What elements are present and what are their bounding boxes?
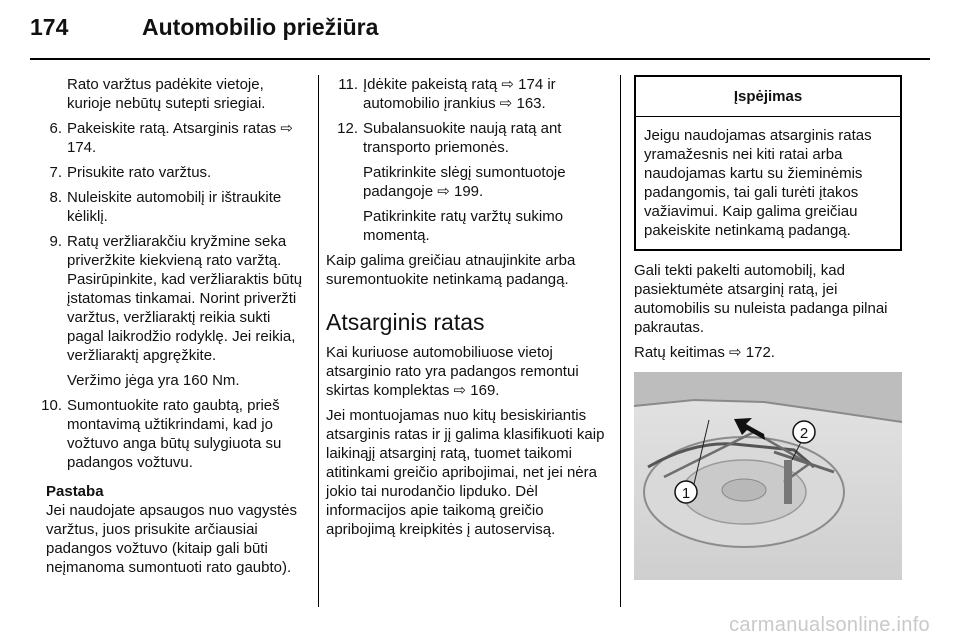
step-text: Subalansuokite naują ratą ant transporto priemonės. bbox=[363, 120, 562, 156]
step-12-torque: Patikrinkite ratų varžtų sukimo momentą. bbox=[363, 208, 564, 244]
step-number: 10. bbox=[41, 397, 62, 414]
step-text: Įdėkite pakeistą ratą ⇨ 174 ir automobilio įrankius ⇨ 163. bbox=[363, 76, 556, 112]
step-text: Sumontuokite rato gaubtą, prieš montavimą užtikrindami, kad jo vožtuvo anga būtų sulygiuota su padangos vožtuvu. bbox=[67, 397, 282, 471]
step-12-pressure: Patikrinkite slėgį sumontuotoje padangoje ⇨ 199. bbox=[363, 164, 566, 200]
callout-1-label: 1 bbox=[681, 485, 691, 502]
column-1 bbox=[30, 75, 306, 577]
step-number: 11. bbox=[338, 76, 358, 93]
callout-1 bbox=[675, 481, 697, 503]
callout-2-label: 2 bbox=[799, 425, 809, 442]
step-10 bbox=[30, 396, 306, 472]
wheel-change-ref: Ratų keitimas ⇨ 172. bbox=[634, 344, 775, 361]
step-number: 9. bbox=[49, 233, 62, 250]
spare-wheel-drawing bbox=[634, 372, 902, 580]
section-paragraph-1: Kai kuriuose automobiliuose vietoj atsarginio rato yra padangos remontui skirtas komplektas ⇨ 169. bbox=[326, 344, 579, 399]
step-text: Ratų veržliarakčiu kryžmine seka priveržkite kiekvieną rato varžtą. Pasirūpinkite, kad veržliaraktis būtų įstatomas tinkamai. Norint priveržti varžtus, veržliaraktį reikia sukti pagal laikrodžio rodyklę. Jei reikia, veržliaraktį apgręžkite. bbox=[67, 233, 303, 364]
section-heading: Atsarginis ratas bbox=[326, 309, 485, 335]
step-number: 7. bbox=[49, 164, 62, 181]
note-body: Jei naudojate apsaugos nuo vagystės varžtus, juos prisukite arčiausiai padangos vožtuvo (kitaip gali būti neįmanoma sumontuoti rato gaubto). bbox=[46, 502, 298, 576]
step-8 bbox=[30, 188, 306, 226]
carrier-bolt bbox=[784, 460, 792, 504]
step-9-torque: Veržimo jėga yra 160 Nm. bbox=[67, 372, 240, 389]
page-number: 174 bbox=[30, 14, 69, 40]
spare-wheel-illustration bbox=[634, 372, 902, 580]
section-paragraph-2: Jei montuojamas nuo kitų besiskiriantis atsarginis ratas ir jį galima klasifikuoti kaip laikinąjį atsarginį ratą, tuomet taikomi atitinkami greičio apribojimai, net jei nėra jokio tai nurodančio lipduko. Dėl informacijos apie taikomą greičio apribojimą kreipkitės į autoservisą. bbox=[326, 407, 605, 538]
step-number: 12. bbox=[337, 120, 358, 137]
warning-box bbox=[634, 75, 902, 251]
column-divider bbox=[318, 75, 319, 607]
step-12 bbox=[326, 119, 608, 157]
warning-title: Įspėjimas bbox=[636, 77, 900, 117]
lift-paragraph: Gali tekti pakelti automobilį, kad pasiektumėte atsarginį ratą, jei automobilis su nuleista padanga pilnai pakrautas. bbox=[634, 262, 888, 336]
note-title: Pastaba bbox=[46, 483, 104, 500]
watermark: carmanualsonline.info bbox=[729, 614, 930, 636]
wheel-hub bbox=[722, 479, 766, 501]
step-7 bbox=[30, 163, 306, 182]
column-divider bbox=[620, 75, 621, 607]
column-2 bbox=[326, 75, 608, 545]
step-9 bbox=[30, 232, 306, 365]
repair-paragraph: Kaip galima greičiau atnaujinkite arba suremontuokite netinkamą padangą. bbox=[326, 252, 576, 288]
intro-text: Rato varžtus padėkite vietoje, kurioje nebūtų sutepti sriegiai. bbox=[67, 76, 266, 112]
page-title: Automobilio priežiūra bbox=[142, 14, 379, 40]
warning-body: Jeigu naudojamas atsarginis ratas yramažesnis nei kiti ratai arba naudojamas kartu su žieminėmis padangomis, tai gali turėti įtakos važiavimui. Kaip galima greičiau pakeiskite netinkamą padangą. bbox=[644, 127, 872, 239]
step-number: 8. bbox=[49, 189, 62, 206]
step-6 bbox=[30, 119, 306, 157]
callout-2 bbox=[793, 421, 815, 443]
page-header bbox=[30, 14, 378, 48]
step-11 bbox=[326, 75, 608, 113]
header-rule bbox=[30, 58, 930, 60]
column-3 bbox=[634, 75, 902, 580]
step-number: 6. bbox=[49, 120, 62, 137]
step-text: Pakeiskite ratą. Atsarginis ratas ⇨ 174. bbox=[67, 120, 293, 156]
step-text: Prisukite rato varžtus. bbox=[67, 164, 212, 181]
step-text: Nuleiskite automobilį ir ištraukite kėliklį. bbox=[67, 189, 282, 225]
